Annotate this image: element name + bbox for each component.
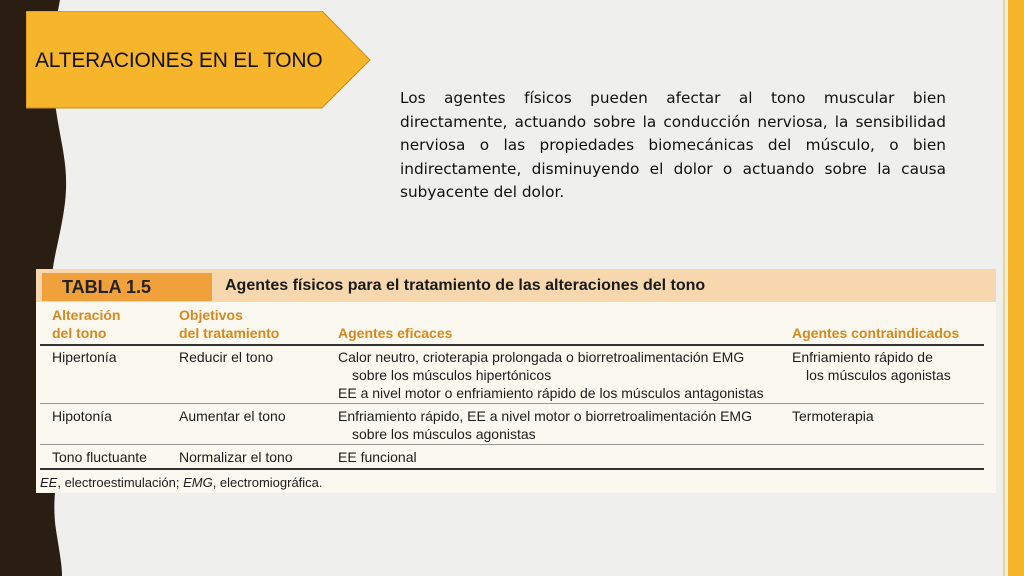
- table-badge: TABLA 1.5: [42, 273, 212, 301]
- table-footnote: EE, electroestimulación; EMG, electromiográfica.: [40, 475, 323, 490]
- col-header-eficaces: Agentes eficaces: [338, 325, 453, 341]
- cell-alteracion: Hipotonía: [52, 408, 112, 424]
- cell-contraindicados: Termoterapia: [792, 408, 874, 424]
- decorative-right-bar: [1008, 0, 1024, 576]
- cell-alteracion: Hipertonía: [52, 349, 117, 365]
- col-header-alteracion: Alteración del tono: [52, 307, 121, 341]
- row-divider: [40, 444, 984, 445]
- cell-objetivo: Normalizar el tono: [179, 449, 293, 465]
- slide-title: ALTERACIONES EN EL TONO: [35, 49, 323, 72]
- cell-contraindicados: Enfriamiento rápido de los músculos agonistas: [792, 349, 951, 383]
- row-divider: [40, 403, 984, 404]
- col-header-objetivos: Objetivos del tratamiento: [179, 307, 280, 341]
- cell-eficaces: EE funcional: [338, 449, 417, 465]
- physical-agents-table: [36, 269, 996, 493]
- cell-alteracion: Tono fluctuante: [52, 449, 147, 465]
- header-rule: [40, 344, 984, 346]
- cell-eficaces: Calor neutro, crioterapia prolongada o biorretroalimentación EMG sobre los músculos hipertónicos EE a nivel motor o enfriamiento rápido de los músculos antagonistas: [338, 349, 764, 401]
- cell-objetivo: Aumentar el tono: [179, 408, 286, 424]
- intro-paragraph: Los agentes físicos pueden afectar al tono muscular bien directamente, actuando sobre la conducción nerviosa, la sensibilidad nerviosa o las propiedades biomecánicas del músculo, o bien indirectamente, disminuyendo el dolor o actuando sobre la causa subyacente del dolor.: [400, 89, 946, 201]
- table-bottom-rule: [40, 468, 984, 470]
- cell-eficaces: Enfriamiento rápido, EE a nivel motor o biorretroalimentación EMG sobre los músculos agonistas: [338, 408, 752, 442]
- table-title: Agentes físicos para el tratamiento de las alteraciones del tono: [225, 277, 706, 294]
- cell-objetivo: Reducir el tono: [179, 349, 274, 365]
- decorative-right-line: [1003, 0, 1005, 576]
- col-header-contraindicados: Agentes contraindicados: [792, 325, 960, 341]
